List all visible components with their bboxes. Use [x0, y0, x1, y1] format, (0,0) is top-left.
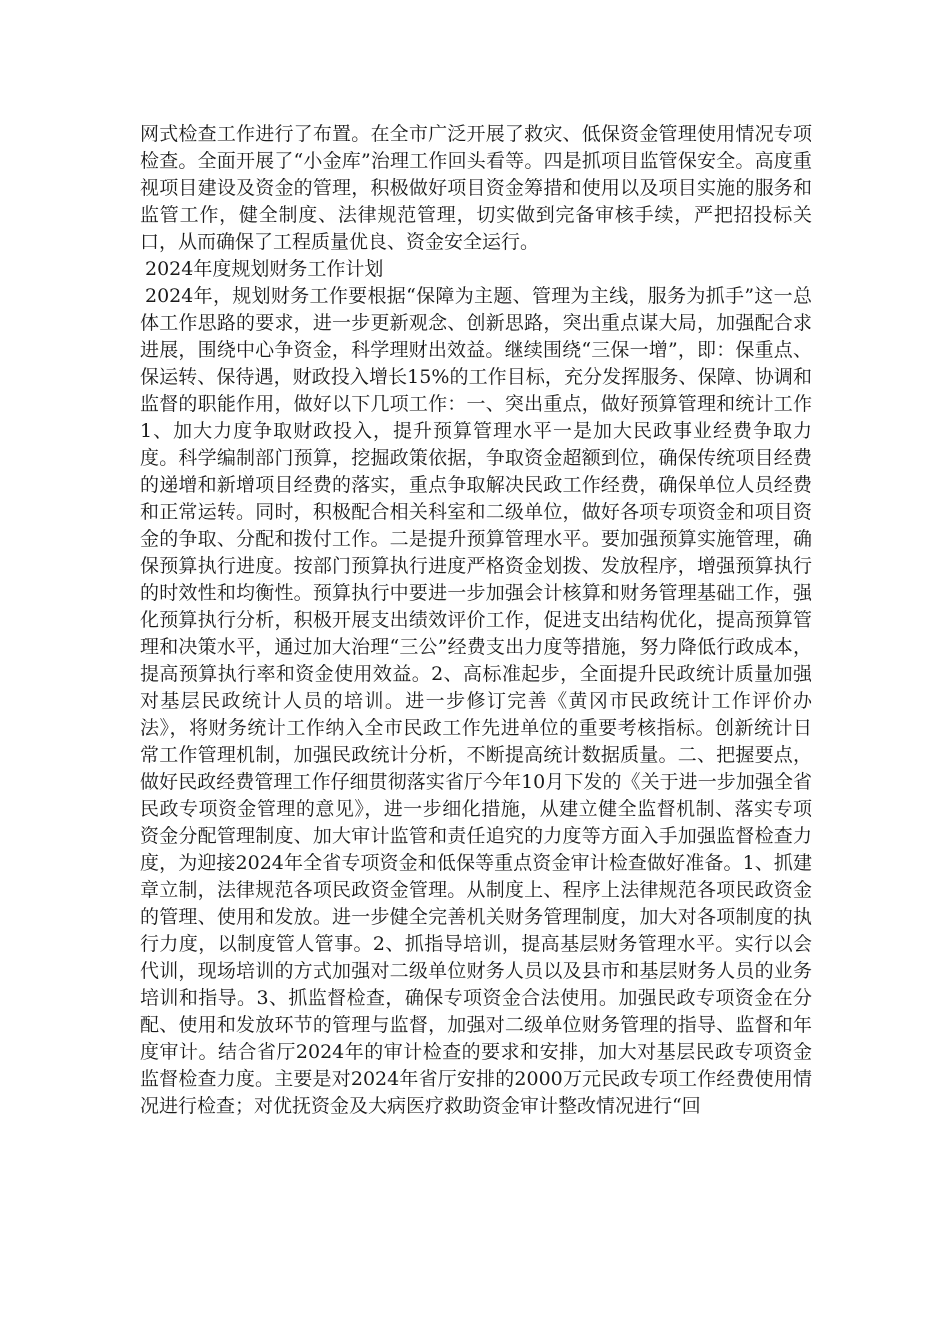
- paragraph-work-plan: 2024年，规划财务工作要根据“保障为主题、管理为主线，服务为抓手”这一总体工作思路的要求，进一步更新观念、创新思路，突出重点谋大局，加强配合求进展，围绕中心争资金，科学理财出效益。继续围绕“三保一增”，即：保重点、保运转、保待遇，财政投入增长15%的工作目标，充分发挥服务、保障、协调和监督的职能作用，做好以下几项工作：一、突出重点，做好预算管理和统计工作1、加大力度争取财政投入，提升预算管理水平一是加大民政事业经费争取力度。科学编制部门预算，挖掘政策依据，争取资金超额到位，确保传统项目经费的递增和新增项目经费的落实，重点争取解决民政工作经费，确保单位人员经费和正常运转。同时，积极配合相关科室和二级单位，做好各项专项资金和项目资金的争取、分配和拨付工作。二是提升预算管理水平。要加强预算实施管理，确保预算执行进度。按部门预算执行进度严格资金划拨、发放程序，增强预算执行的时效性和均衡性。预算执行中要进一步加强会计核算和财务管理基础工作，强化预算执行分析，积极开展支出绩效评价工作，促进支出结构优化，提高预算管理和决策水平，通过加大治理“三公”经费支出力度等措施，努力降低行政成本，提高预算执行率和资金使用效益。2、高标准起步，全面提升民政统计质量加强对基层民政统计人员的培训。进一步修订完善《黄冈市民政统计工作评价办法》，将财务统计工作纳入全市民政工作先进单位的重要考核指标。创新统计日常工作管理机制，加强民政统计分析，不断提高统计数据质量。二、把握要点，做好民政经费管理工作仔细贯彻落实省厅今年10月下发的《关于进一步加强全省民政专项资金管理的意见》，进一步细化措施，从建立健全监督机制、落实专项资金分配管理制度、加大审计监管和责任追究的力度等方面入手加强监督检查力度，为迎接2024年全省专项资金和低保等重点资金审计检查做好准备。1、抓建章立制，法律规范各项民政资金管理。从制度上、程序上法律规范各项民政资金的管理、使用和发放。进一步健全完善机关财务管理制度，加大对各项制度的执行力度，以制度管人管事。2、抓指导培训，提高基层财务管理水平。实行以会代训，现场培训的方式加强对二级单位财务人员以及县市和基层财务人员的业务培训和指导。3、抓监督检查，确保专项资金合法使用。加强民政专项资金在分配、使用和发放环节的管理与监督，加强对二级单位财务管理的指导、监督和年度审计。结合省厅2024年的审计检查的要求和安排，加大对基层民政专项资金监督检查力度。主要是对2024年省厅安排的2000万元民政专项工作经费使用情况进行检查；对优抚资金及大病医疗救助资金审计整改情况进行“回: [140, 285, 812, 1117]
- document-body: [140, 121, 812, 1120]
- section-heading: 2024年度规划财务工作计划: [145, 258, 384, 280]
- paragraph-previous-summary: 网式检查工作进行了布置。在全市广泛开展了救灾、低保资金管理使用情况专项检查。全面开展了“小金库”治理工作回头看等。四是抓项目监管保安全。高度重视项目建设及资金的管理，积极做好项目资金筹措和使用以及项目实施的服务和监管工作，健全制度、法律规范管理，切实做到完备审核手续，严把招投标关口，从而确保了工程质量优良、资金安全运行。: [140, 123, 812, 253]
